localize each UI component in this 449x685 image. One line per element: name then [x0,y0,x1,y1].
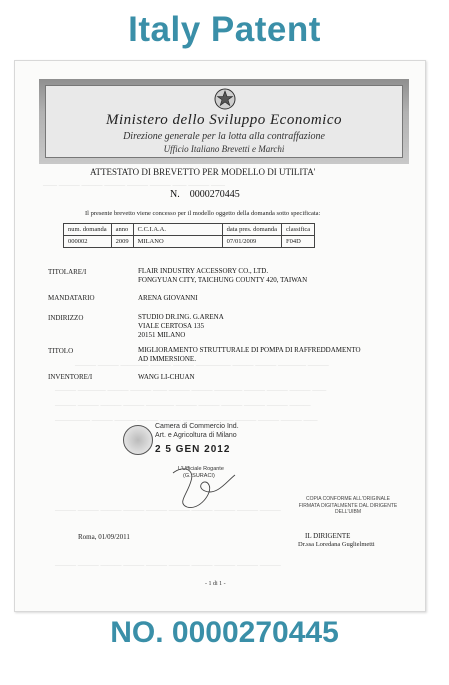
table-header-cell: data pres. domanda [222,224,281,236]
table-cell: 07/01/2009 [222,236,281,248]
ministry-name: Ministero dello Sviluppo Economico [106,112,342,128]
indirizzo-line: 20151 MILANO [138,331,186,339]
bleed-through-text: —— ——— ——— ——— ——— ——— —— ——— —— [43,181,225,189]
titolare-label: TITOLARE/I [48,268,87,276]
titolo-value [138,346,361,364]
indirizzo-line: STUDIO DR.ING. G.ARENA [138,313,224,321]
inventore-label: INVENTORE/I [48,373,93,381]
page-number: - 1 di 1 - [205,581,226,587]
mandatario-value: ARENA GIOVANNI [138,294,198,302]
application-table [63,223,315,248]
handwritten-signature-icon [165,463,245,513]
titolo-label: TITOLO [48,347,74,355]
indirizzo-label: INDIRIZZO [48,314,84,322]
banner-title: Italy Patent [128,10,321,49]
officer-name: (G. SURACI) [183,473,215,479]
direction-name: Direzione generale per la lotta alla contraffazione [123,131,325,142]
table-cell: F04D [282,236,315,248]
conformity-note: COPIA CONFORME ALL'ORIGINALE FIRMATA DIGITALMENTE DAL DIRIGENTE DELL'UIBM [298,496,398,515]
table-cell: MILANO [133,236,222,248]
inventore-value: WANG LI-CHUAN [138,373,195,381]
bleed-through-text: ——— ——— ——— ——— ———— ——— ——— ——— ——— ——— ——— [55,401,311,409]
mandatario-label: MANDATARIO [48,294,95,302]
titolo-line: AD IMMERSIONE. [138,355,196,363]
indirizzo-line: VIALE CERTOSA 135 [138,322,204,330]
italian-emblem-icon [214,88,236,110]
bleed-through-text: ——— ——— ——— ——— ——— ——— ——— ——— ——— ——— [55,561,281,569]
officer-title: L'Ufficiale Rogante [178,466,224,472]
bleed-through-text: ——— ———— ——— ——— —— ——— ——— ———— ——— ——— ——— —— [55,386,327,394]
bleed-through-text: ——— ——— ———— ——— ——— ————— ——— ——— ———— ——— [75,361,329,369]
office-name: Ufficio Italiano Brevetti e Marchi [163,144,285,154]
signatory-title: IL DIRIGENTE [305,532,351,540]
bleed-through-text: ————— ——— ——— ——— ——— ———— ——— ——— ——— ——— —— [55,416,318,424]
date-stamp: 2 5 GEN 2012 [155,444,231,455]
stamp-line-1: Camera di Commercio Ind. [155,423,239,430]
intro-text: Il presente brevetto viene concesso per il modello oggetto della domanda sotto specificata: [85,210,321,217]
number-value: 0000270445 [189,189,240,200]
titolare-line: FONGYUAN CITY, TAICHUNG COUNTY 420, TAIWAN [138,276,308,284]
stamp-line-2: Art. e Agricoltura di Milano [155,432,237,439]
table-cell: 000002 [64,236,112,248]
indirizzo-value [138,313,224,340]
chamber-seal-icon [123,425,153,455]
table-header-cell: C.C.I.A.A. [133,224,222,236]
table-header-cell: classifica [282,224,315,236]
patent-number [170,189,240,200]
bleed-through-text: ——— ——— ——— ——— ——— ——— ——— ——— ——— ——— [55,506,281,514]
table-header-row [64,224,315,236]
banner-number: NO. 0000270445 [110,616,339,649]
table-header-cell: anno [111,224,133,236]
document-title: ATTESTATO DI BREVETTO PER MODELLO DI UTILITA' [90,167,316,177]
titolo-line: MIGLIORAMENTO STRUTTURALE DI POMPA DI RAFFREDDAMENTO [138,346,361,354]
patent-certificate [14,60,426,612]
table-header-cell: num. domanda [64,224,112,236]
letterhead [39,79,409,164]
table-row [64,236,315,248]
place-and-date: Roma, 01/09/2011 [78,533,130,541]
signatory-name: Dr.ssa Loredana Guglielmetti [298,541,375,548]
table-cell: 2009 [111,236,133,248]
titolare-line: FLAIR INDUSTRY ACCESSORY CO., LTD. [138,267,269,275]
titolare-value [138,267,307,285]
number-prefix: N. [170,189,180,200]
